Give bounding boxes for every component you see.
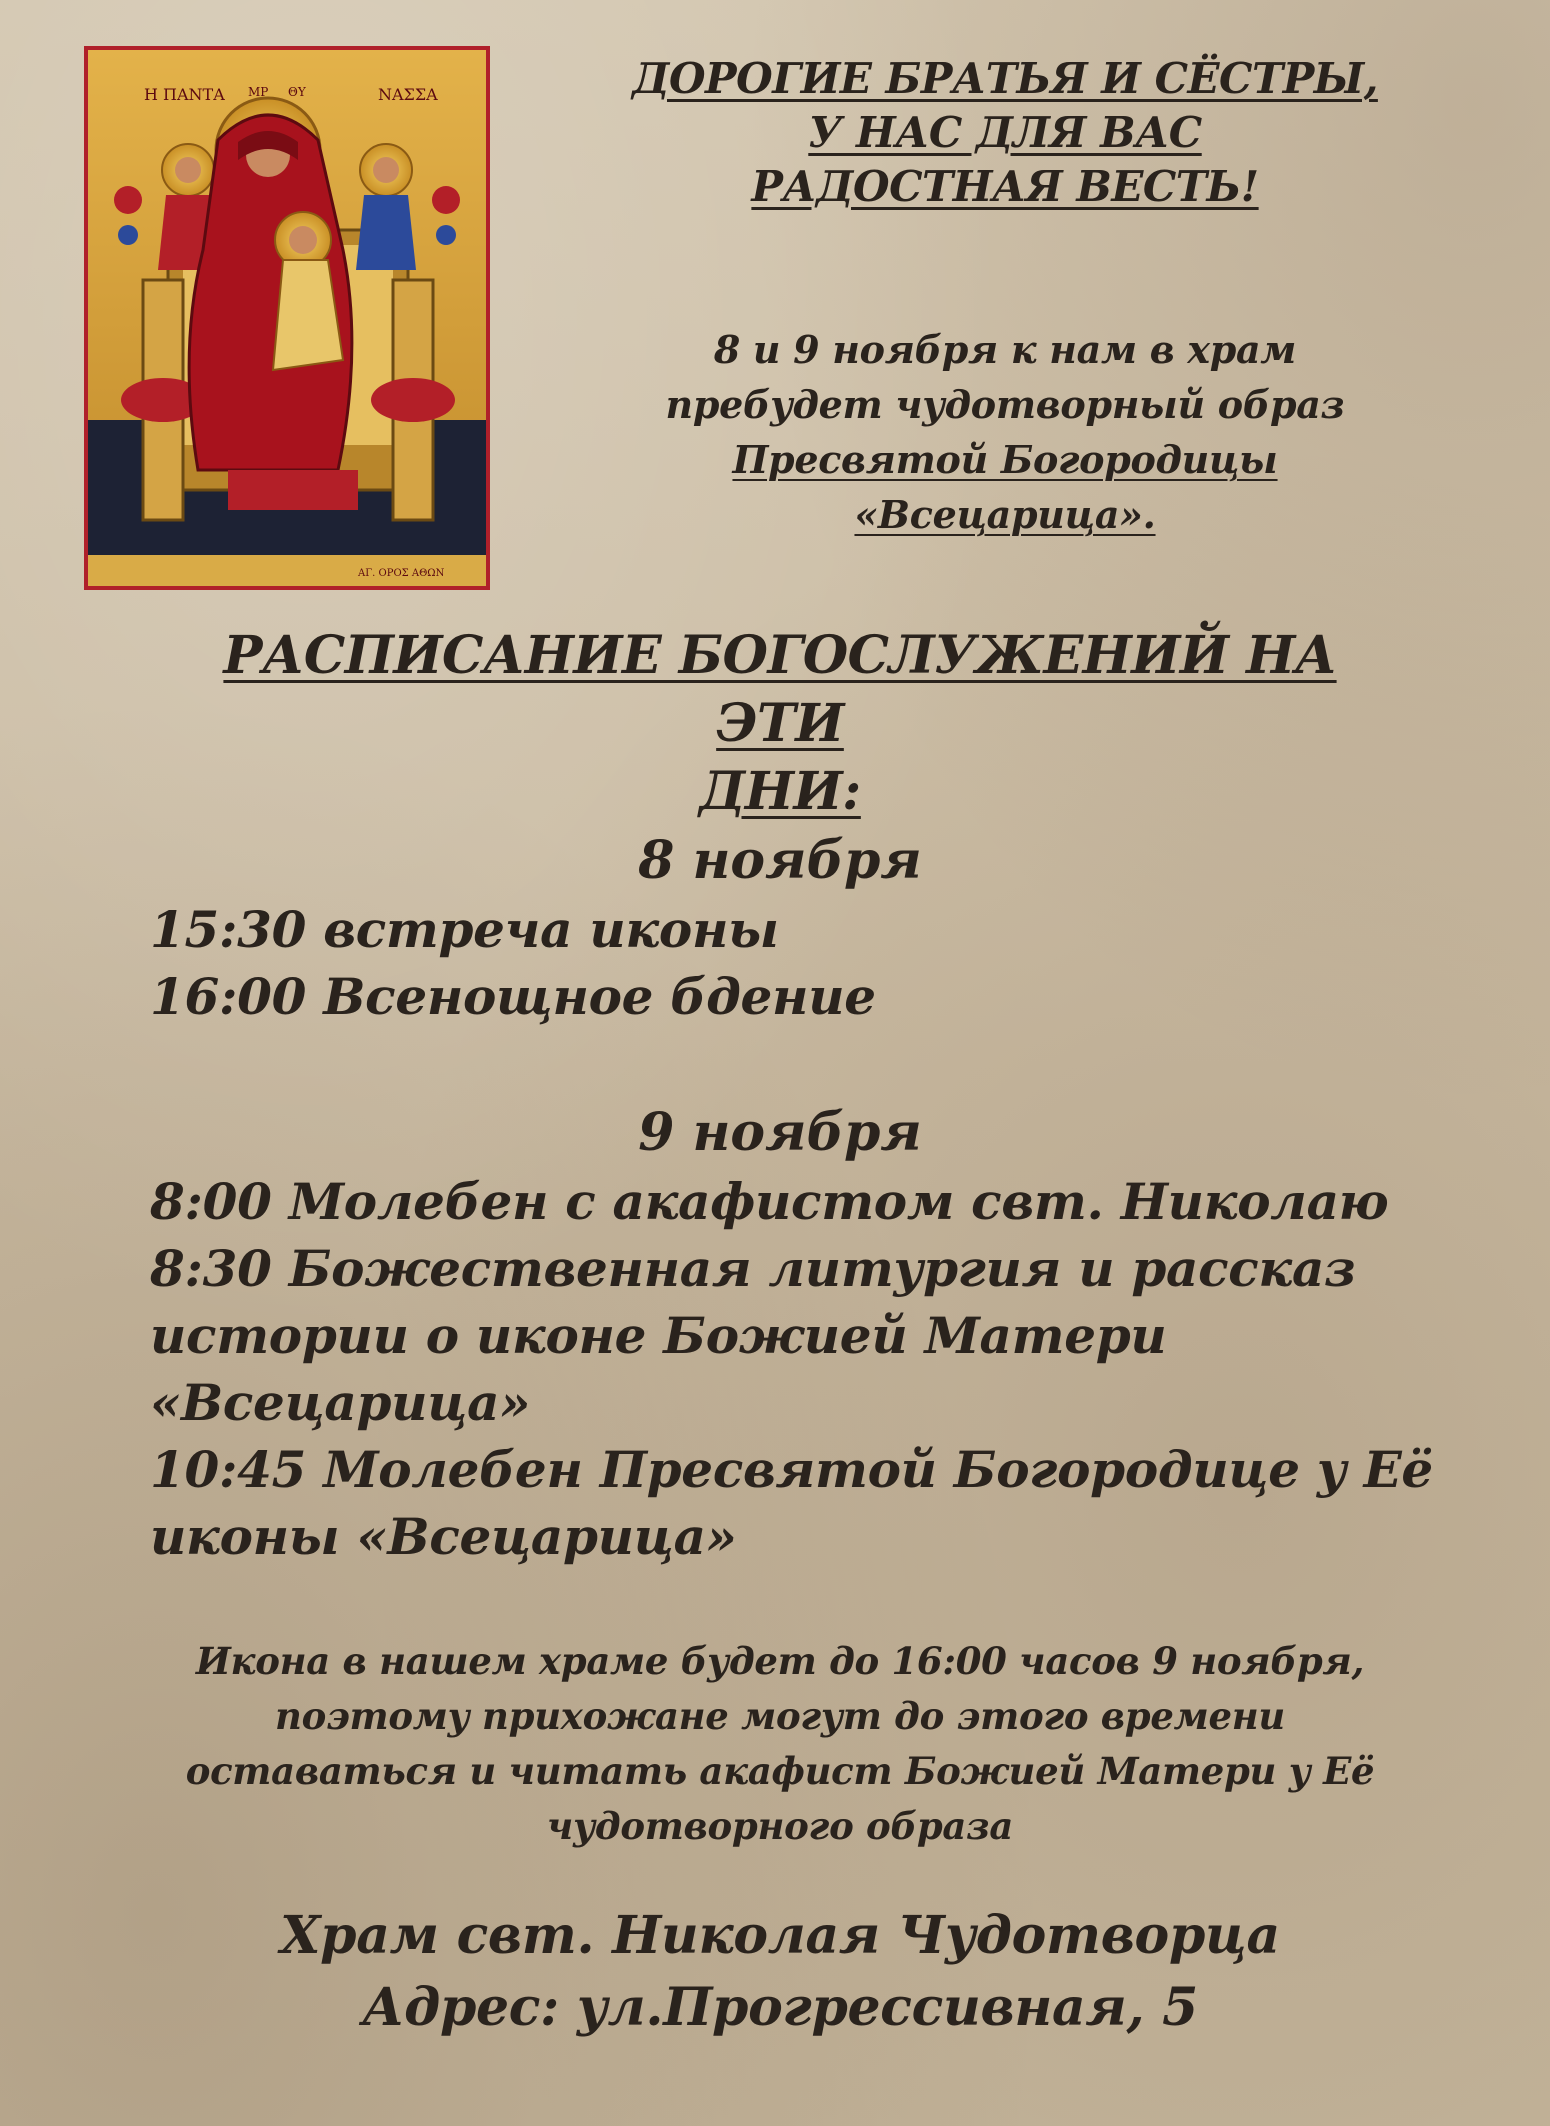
greeting-line-3: РАДОСТНАЯ ВЕСТЬ! bbox=[751, 162, 1259, 211]
note-line-4: чудотворного образа bbox=[546, 1804, 1014, 1848]
greeting-line-1: ДОРОГИЕ БРАТЬЯ И СЁСТРЫ, bbox=[632, 54, 1378, 103]
schedule-title bbox=[160, 622, 1400, 826]
event-item: 10:45 Молебен Пресвятой Богородице у Её bbox=[150, 1440, 1433, 1499]
event-item: 15:30 встреча иконы bbox=[150, 900, 779, 959]
church-address: Адрес: ул.Прогрессивная, 5 bbox=[362, 1977, 1198, 2038]
icon-inscription-theta: ΘΥ bbox=[288, 85, 306, 99]
greeting-heading bbox=[560, 52, 1450, 214]
icon-inscription-mid: ΜΡ bbox=[248, 85, 269, 99]
icon-bottom-caption: ΑΓ. ΟΡΟΣ ΑΘΩΝ bbox=[358, 568, 445, 579]
announce-line-2: пребудет чудотворный образ bbox=[665, 382, 1345, 427]
note-line-2: поэтому прихожане могут до этого времени bbox=[274, 1694, 1286, 1738]
day-1-events bbox=[150, 896, 1450, 1030]
icon-image bbox=[84, 46, 490, 590]
note-line-3: оставаться и читать акафист Божией Матери у Её bbox=[185, 1749, 1375, 1793]
announce-line-1: 8 и 9 ноября к нам в храм bbox=[713, 327, 1297, 372]
day-2-events bbox=[150, 1168, 1450, 1570]
greeting-line-2: У НАС ДЛЯ ВАС bbox=[808, 108, 1202, 157]
icon-inscription-right: ΝΑΣΣΑ bbox=[378, 85, 438, 104]
icon-inscription-left: Η ΠΑΝΤΑ bbox=[144, 85, 225, 104]
event-item: истории о иконе Божией Матери bbox=[150, 1306, 1167, 1365]
event-item: 8:30 Божественная литургия и рассказ bbox=[150, 1239, 1356, 1298]
church-footer bbox=[150, 1900, 1410, 2044]
event-item: 8:00 Молебен с акафистом свт. Николаю bbox=[150, 1172, 1389, 1231]
announcement bbox=[560, 322, 1450, 542]
announce-line-4: «Всецарица». bbox=[854, 492, 1156, 537]
day-2-date: 9 ноября bbox=[638, 1102, 922, 1163]
note-line-1: Икона в нашем храме будет до 16:00 часов 9 ноября, bbox=[195, 1639, 1365, 1683]
schedule-title-line-2: ДНИ: bbox=[699, 761, 861, 822]
church-name: Храм свт. Николая Чудотворца bbox=[280, 1905, 1280, 1966]
icon-stay-note bbox=[130, 1634, 1430, 1854]
announce-line-3: Пресвятой Богородицы bbox=[732, 437, 1278, 482]
day-1-date: 8 ноября bbox=[638, 830, 922, 891]
event-item: 16:00 Всенощное бдение bbox=[150, 967, 876, 1026]
event-item: «Всецарица» bbox=[150, 1373, 531, 1432]
event-item: иконы «Всецарица» bbox=[150, 1507, 737, 1566]
schedule-title-line-1: РАСПИСАНИЕ БОГОСЛУЖЕНИЙ НА ЭТИ bbox=[223, 625, 1337, 754]
theotokos-icon bbox=[88, 50, 486, 586]
